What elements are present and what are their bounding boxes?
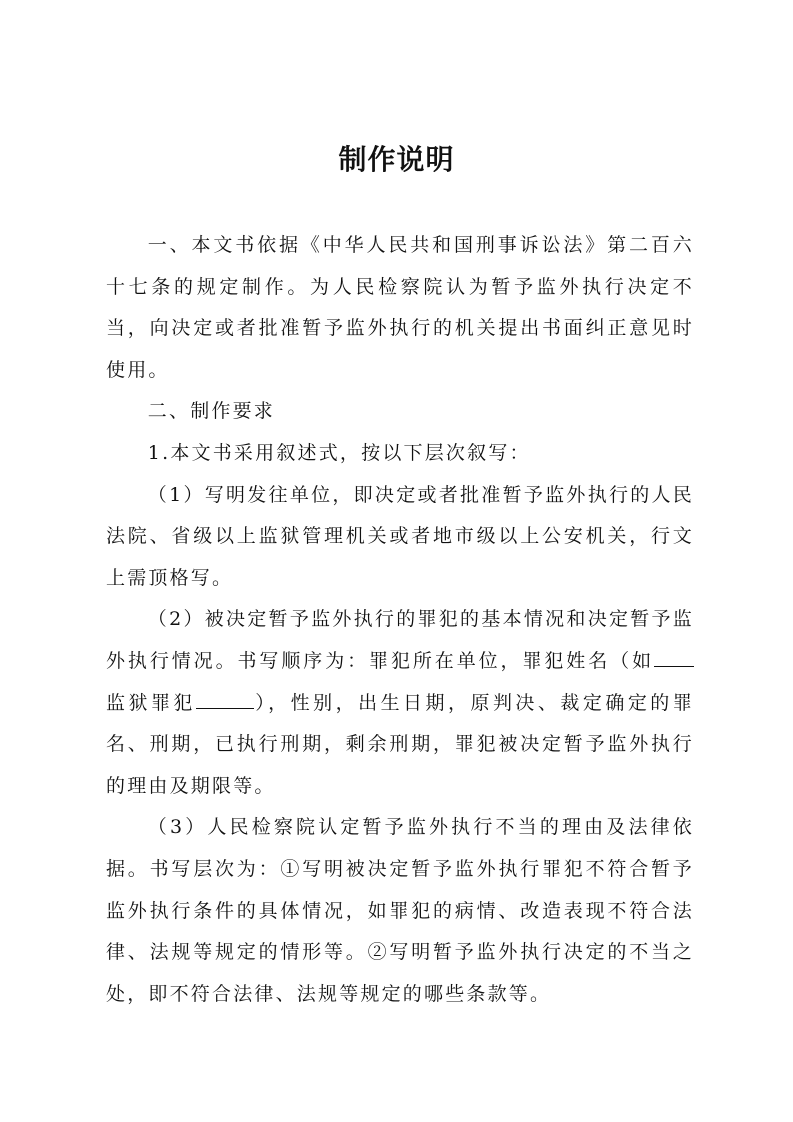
paragraph-item-3: （3）人民检察院认定暂予监外执行不当的理由及法律依据。书写层次为：①写明被决定暂予监外执行罪犯不符合暂予监外执行条件的具体情况，如罪犯的病情、改造表现不符合法律、法规等规定的情形等。②写明暂予监外执行决定的不当之处，即不符合法律、法规等规定的哪些条款等。 — [106, 816, 694, 1005]
paragraph-narrative-style: 1.本文书采用叙述式，按以下层次叙写： — [147, 441, 531, 464]
document-body — [106, 225, 694, 1015]
page-title: 制作说明 — [338, 143, 455, 176]
paragraph-item-2 — [106, 599, 694, 807]
prison-name-blank — [654, 646, 694, 667]
paragraph-item-2-part2: 监狱罪犯 — [106, 691, 196, 714]
paragraph-item-2-part1: （2）被决定暂予监外执行的罪犯的基本情况和决定暂予监外执行情况。书写顺序为：罪犯所在单位，罪犯姓名（如 — [106, 608, 694, 672]
paragraph-requirements-heading: 二、制作要求 — [147, 400, 275, 423]
paragraph-item-2-part3: ），性别，出生日期，原判决、裁定确定的罪名、刑期，已执行刑期，剩余刑期，罪犯被决定暂予监外执行的理由及期限等。 — [106, 691, 694, 797]
paragraph-item-1: （1）写明发往单位，即决定或者批准暂予监外执行的人民法院、省级以上监狱管理机关或者地市级以上公安机关，行文上需顶格写。 — [106, 483, 694, 589]
paragraph-basis: 一、本文书依据《中华人民共和国刑事诉讼法》第二百六十七条的规定制作。为人民检察院认为暂予监外执行决定不当，向决定或者批准暂予监外执行的机关提出书面纠正意见时使用。 — [106, 234, 694, 381]
criminal-name-blank — [196, 688, 254, 709]
